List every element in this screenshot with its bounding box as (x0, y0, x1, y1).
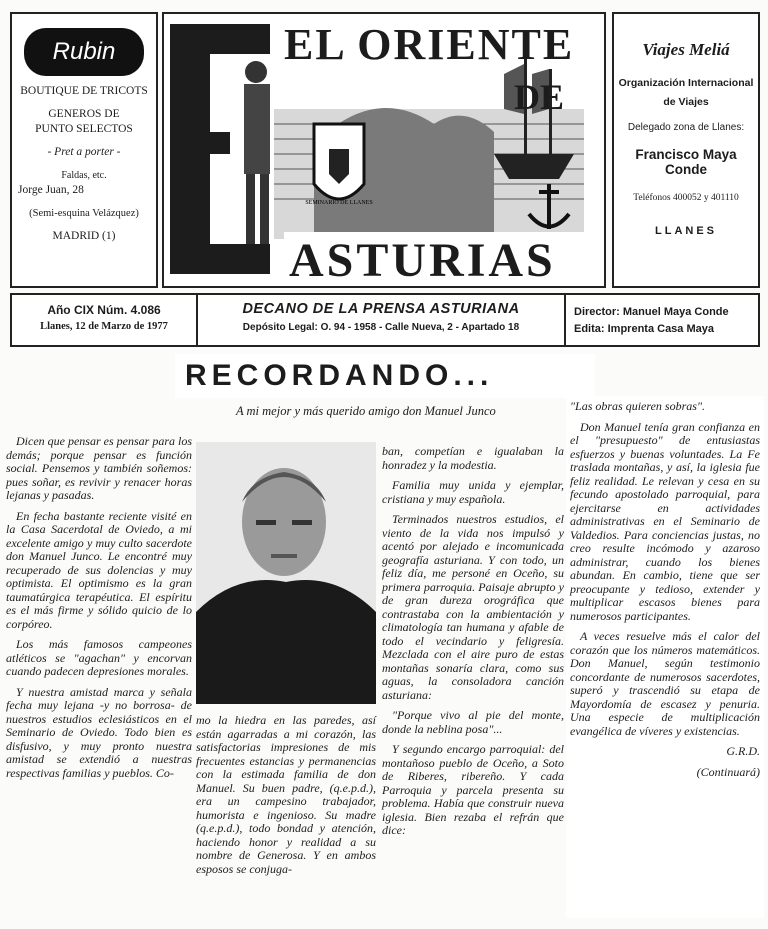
article-column-3 (382, 445, 564, 845)
ad-line: - Pret a porter - (47, 146, 121, 158)
paragraph: Los más famosos campeones atléticos se "agachan" y encorvan cuando padecen depresiones morales. (6, 637, 192, 678)
paragraph: Don Manuel tenía gran confianza en el "presupuesto" de entusiastas esfuerzos y buenas voluntades. La Fe traslada montañas, y así, la iglesia fue feliz realidad. Le relevan y cesa en su fecundo apostolado parroquial, para ejercitarse en actividades administrativas en el Seminario de Valdedios. Para conciencias justas, no creo resulte incómodo y azaroso administrar, cuando los bienes abundan. En cambio, tiene que ser preocupante y tedioso, extender y multiplicar escasos bienes para numerosos participantes. (570, 419, 760, 623)
editorial-info (566, 295, 760, 345)
ad-address: Jorge Juan, 28 (18, 184, 84, 196)
seal-text: SEMINARIO DE LLANES (305, 200, 373, 206)
ad-line: GENEROS DE (48, 108, 120, 120)
director: Director: Manuel Maya Conde (574, 306, 729, 318)
ad-delegate: Delegado zona de Llanes: (627, 122, 745, 133)
paragraph: "Las obras quieren sobras". (570, 399, 705, 413)
continued-note: (Continuará) (696, 764, 760, 779)
ad-address-corner: (Semi-esquina Velázquez) (29, 208, 139, 219)
seal-shield (314, 124, 364, 199)
issue-info (12, 295, 198, 345)
paragraph: En fecha bastante reciente visité en la Casa Sacerdotal de Oviedo, a mi excelente amigo y muy culto sacerdote don Manuel Junco. Le encontré muy recuperado de sus dolencias y muy optimista. El optimismo es la gran taumatúrgica terapéutica. El espíritu es el más firme y sólido quicio de lo corpóreo. (6, 508, 192, 631)
paragraph: mo la hiedra en las paredes, así están agarradas a mi corazón, las satisfactorias impresiones de mis frecuentes estancias y permanencias con la estimada familia de don Manuel. Su buen padre, (q.e.p.d.), era un campesino trabajador, humorista e ingenioso. Su madre (q.e.p.d.), todo bondad y atención, haciendo honor y realidad a su nombre de Generosa. Y en ambos esposos se conjuga- (196, 713, 376, 876)
portrait-photo (196, 442, 376, 704)
ad-phones: Teléfonos 400052 y 401110 (633, 193, 739, 203)
motto: DECANO DE LA PRENSA ASTURIANA (242, 301, 520, 317)
ad-line: Faldas, etc. (61, 170, 107, 181)
article-headline: RECORDANDO... (175, 354, 595, 398)
signature: G.R.D. (726, 744, 760, 758)
paragraph: Terminados nuestros estudios, el viento de la vida nos impulsó y acentó por alejado e incomunicada geografía asturiana. Y con todo, un feliz día, me personé en Oceño, su primera parroquia. Paisaje abrupto y de gran dureza orográfica que contrastaba con la ambientación y climatología tan humana y afable de todo el vecindario y feligresía. Mezclada con el aire puro de estas montañas sonaría clara, como sus aguas, la consoladora canción asturiana: (382, 512, 564, 702)
article-column-1 (6, 435, 192, 787)
masthead-illustration (164, 14, 604, 286)
paragraph: Dicen que pensar es pensar para los demás; porque pensar es función social. Pensemos y también soñemos: pues soñar, es revivir y renacer horas lejanas y pasadas. (6, 434, 192, 502)
masthead (162, 12, 606, 288)
masthead-title-bottom: ASTURIAS (289, 234, 556, 286)
portrait-image (196, 442, 376, 704)
ad-org-line: de Viajes (663, 96, 709, 108)
publication-info (198, 295, 566, 345)
rubin-logo: Rubin (24, 28, 144, 76)
ad-name: Francisco Maya Conde (635, 147, 737, 177)
year-number: Año CIX Núm. 4.086 (47, 303, 161, 317)
paragraph: ban, competían e igualaban la honradez y la modestia. (382, 444, 564, 472)
paragraph: Y nuestra amistad marca y señala fecha muy lejana -y no borrosa- de nuestros estudios eclesiásticos en el Seminario de Oviedo. Todo bien es disfusivo, y muy pronto nuestra amistad se extendió a nuestras respectivas familias y pueblos. Co- (6, 684, 192, 780)
legal-deposit: Depósito Legal: O. 94 - 1958 - Calle Nueva, 2 - Apartado 18 (242, 322, 520, 333)
ad-line: PUNTO SELECTOS (35, 123, 133, 135)
printer: Edita: Imprenta Casa Maya (574, 323, 714, 335)
article-dedication: A mi mejor y más querido amigo don Manuel Junco (236, 404, 496, 418)
paragraph: A veces resuelve más el calor del corazón que los números matemáticos. Don Manuel, según testimonio concordante de numerosos sacerdotes, superó y trascendió su etapa de Mayordomía de escasez y penuria. Una especie de multiplicación evangélica de víveres y existencias. (570, 629, 760, 738)
ad-city: MADRID (1) (52, 230, 116, 242)
ad-rubin-boutique (10, 12, 158, 288)
ad-brand: Viajes Meliá (642, 40, 730, 59)
issue-date: Llanes, 12 de Marzo de 1977 (40, 321, 168, 332)
article-column-2 (196, 714, 376, 883)
info-bar (10, 293, 760, 347)
ad-org-line: Organización Internacional (618, 77, 754, 89)
ad-town: LLANES (655, 225, 717, 237)
article-column-4 (570, 400, 760, 786)
paragraph: Y segundo encargo parroquial: del montañoso pueblo de Oceño, a Soto de Riberes, ribereño. Y cada Parroquia y parcela presenta su problema. Había que construir nueva iglesia. Bien rezaba el refrán que dice: (382, 742, 564, 837)
ad-viajes-melia (612, 12, 760, 288)
ad-tagline: BOUTIQUE DE TRICOTS (20, 85, 148, 97)
ad-org (614, 74, 758, 112)
masthead-title-top: EL ORIENTE (284, 20, 575, 69)
paragraph: "Porque vivo al pie del monte, donde la neblina posa"... (382, 708, 564, 736)
paragraph: Familia muy unida y ejemplar, cristiana y muy española. (382, 478, 564, 506)
masthead-title-mid: DE (514, 77, 565, 117)
